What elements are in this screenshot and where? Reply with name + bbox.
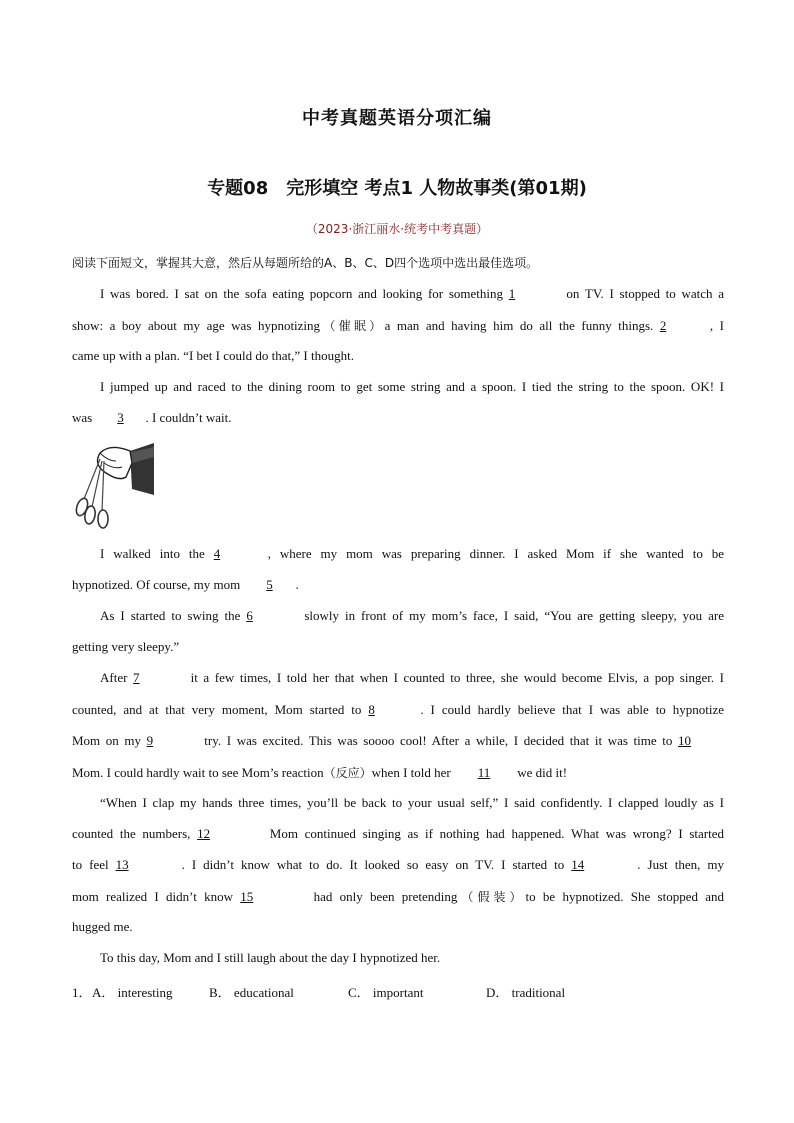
- text-segment: mom realized I didn’t know: [72, 889, 233, 904]
- text-segment: hypnotized. Of course, my mom: [72, 577, 241, 592]
- text-segment: to be hypnotized. She stopped and: [525, 889, 725, 904]
- passage-line: [72, 857, 724, 873]
- blank-4: 4: [213, 546, 221, 561]
- passage-line: [100, 379, 724, 395]
- blank-3: 3: [117, 410, 124, 425]
- blank-2: 2: [659, 318, 667, 333]
- chinese-gloss: （反应）: [323, 766, 372, 780]
- topic-title: 专题08 完形填空 考点1 人物故事类(第01期): [207, 178, 587, 199]
- text-segment: Mom on my: [72, 733, 142, 748]
- passage-line: [100, 670, 724, 686]
- passage-line: [100, 286, 724, 302]
- source-note: （2023·浙江丽水·统考中考真题）: [305, 222, 489, 236]
- text-segment: . Just then, my: [637, 857, 724, 872]
- text-segment: , I: [709, 318, 725, 333]
- blank-8: 8: [368, 702, 375, 717]
- text-segment: to feel: [72, 857, 109, 872]
- text-segment: was: [72, 410, 93, 425]
- text-segment: when I told her: [371, 765, 451, 780]
- text-segment: . I couldn’t wait.: [145, 410, 232, 425]
- blank-5: 5: [266, 577, 273, 592]
- text-segment: hugged me.: [72, 919, 133, 934]
- text-segment: To this day, Mom and I still laugh about the day I hypnotized her.: [100, 950, 441, 965]
- chinese-gloss: （催眠）: [320, 319, 385, 333]
- blank-14: 14: [571, 857, 585, 872]
- text-segment: had only been pretending: [313, 889, 458, 904]
- blank-15: 15: [240, 889, 254, 904]
- text-segment: try. I was excited. This was soooo cool! After a while, I decided that it was time to: [204, 733, 673, 748]
- text-segment: it a few times, I told her that when I counted to three, she would become Elvis, a pop singer. I: [190, 670, 725, 685]
- text-segment: came up with a plan. “I bet I could do that,” I thought.: [72, 348, 354, 363]
- passage-line: [72, 733, 724, 749]
- blank-10: 10: [678, 733, 692, 748]
- option-c: C． important: [348, 985, 424, 1000]
- blank-1: 1: [508, 286, 516, 301]
- question-number: 1．: [72, 985, 92, 1000]
- instruction: 阅读下面短文，掌握其大意，然后从每题所给的A、B、C、D四个选项中选出最佳选项。: [72, 256, 539, 270]
- text-segment: getting very sleepy.”: [72, 639, 180, 654]
- passage-line: [72, 826, 724, 842]
- blank-13: 13: [115, 857, 129, 872]
- text-segment: I jumped up and raced to the dining room to get some string and a spoon. I tied the string to the spoon. OK! I: [100, 379, 724, 394]
- passage-line: [72, 764, 724, 781]
- passage-line: [72, 702, 724, 718]
- passage-line: [72, 639, 724, 655]
- text-segment: Mom. I could hardly wait to see Mom’s reaction: [72, 765, 324, 780]
- passage-line: [72, 348, 724, 364]
- text-segment: I was bored. I sat on the sofa eating popcorn and looking for something: [100, 286, 504, 301]
- option-a: A． interesting: [92, 985, 173, 1000]
- passage-line: [72, 317, 724, 334]
- blank-11: 11: [477, 765, 491, 780]
- passage-line: [72, 410, 724, 426]
- passage-line: [100, 950, 724, 966]
- text-segment: After: [100, 670, 128, 685]
- text-segment: a man and having him do all the funny things.: [384, 318, 654, 333]
- passage-line: [72, 888, 724, 905]
- option-d: D． traditional: [486, 985, 566, 1000]
- hand-spoon-illustration: [70, 437, 154, 529]
- text-segment: . I didn’t know what to do. It looked so easy on TV. I started to: [181, 857, 565, 872]
- blank-12: 12: [197, 826, 211, 841]
- passage-line: [72, 577, 724, 593]
- passage-line: [100, 546, 724, 562]
- text-segment: show: a boy about my age was hypnotizing: [72, 318, 321, 333]
- blank-9: 9: [146, 733, 154, 748]
- chinese-gloss: （假装）: [457, 890, 526, 904]
- document-title: 中考真题英语分项汇编: [302, 108, 492, 129]
- text-segment: Mom continued singing as if nothing had happened. What was wrong? I started: [269, 826, 725, 841]
- text-segment: “When I clap my hands three times, you’ll be back to your usual self,” I said confidently. I clapped loudly as I: [100, 795, 724, 810]
- blank-7: 7: [133, 670, 140, 685]
- text-segment: we did it!: [517, 765, 568, 780]
- text-segment: slowly in front of my mom’s face, I said, “You are getting sleepy, you are: [304, 608, 725, 623]
- blank-6: 6: [246, 608, 253, 623]
- text-segment: counted the numbers,: [72, 826, 191, 841]
- text-segment: on TV. I stopped to watch a: [566, 286, 724, 301]
- passage-line: [72, 919, 724, 935]
- text-segment: I walked into the: [100, 546, 205, 561]
- text-segment: . I could hardly believe that I was able to hypnotize: [420, 702, 725, 717]
- text-segment: .: [295, 577, 299, 592]
- option-b: B． educational: [209, 985, 294, 1000]
- passage-line: [100, 795, 724, 811]
- text-segment: counted, and at that very moment, Mom started to: [72, 702, 362, 717]
- passage-line: [100, 608, 724, 624]
- text-segment: , where my mom was preparing dinner. I asked Mom if she wanted to be: [267, 546, 725, 561]
- text-segment: As I started to swing the: [100, 608, 241, 623]
